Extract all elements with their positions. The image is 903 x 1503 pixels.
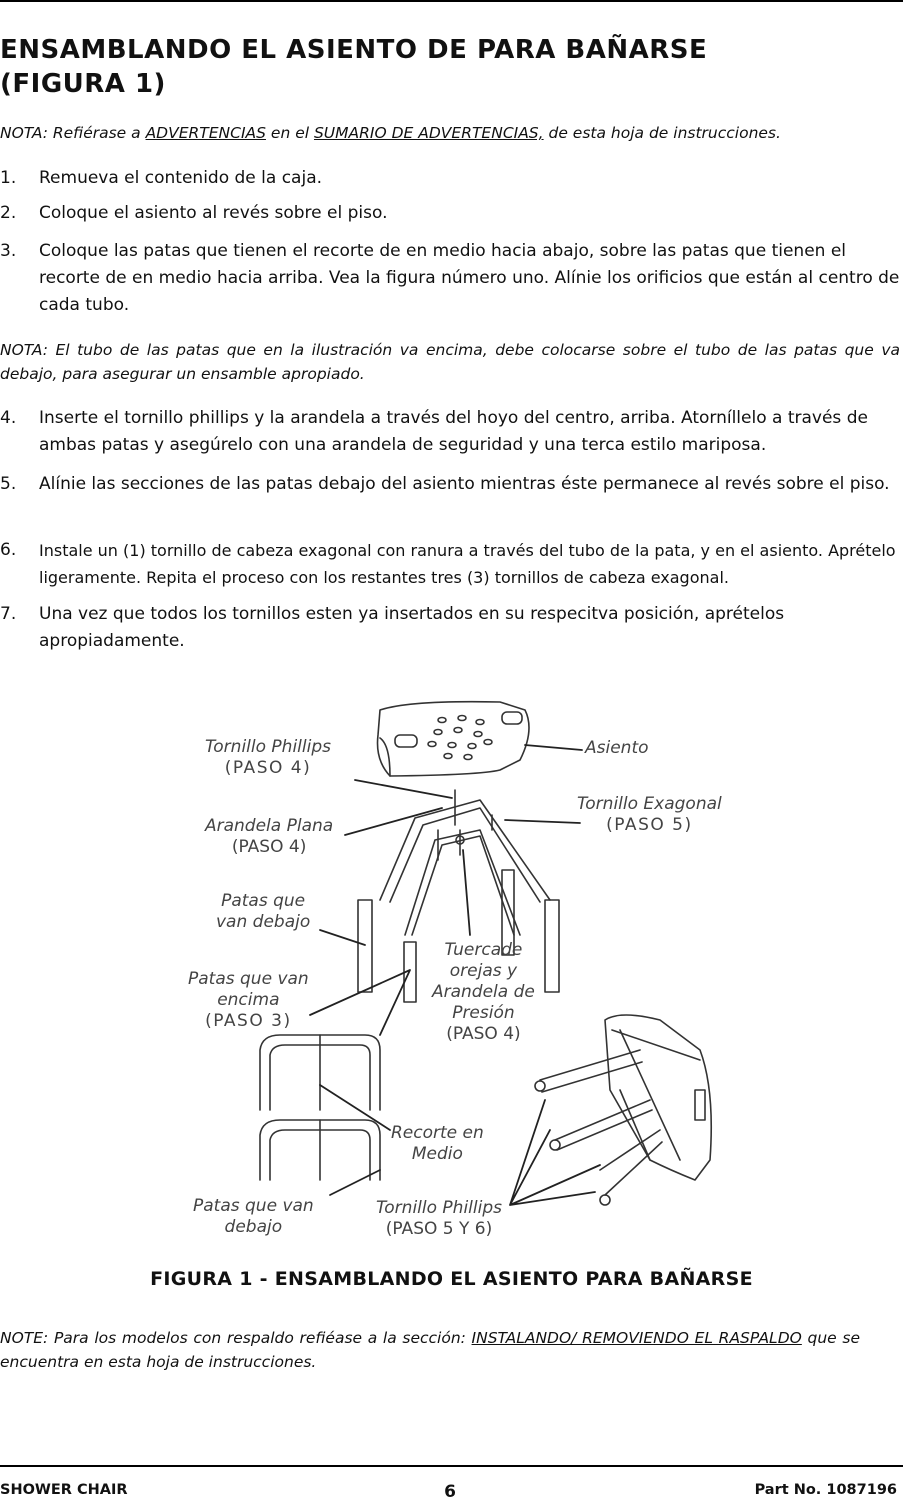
label-step: (PASO 4) bbox=[446, 1024, 521, 1044]
label-text: Arandela Plana bbox=[205, 816, 334, 836]
step-2 bbox=[0, 200, 900, 227]
label-text: Tornillo Phillips bbox=[376, 1198, 502, 1218]
label-text: orejas y bbox=[449, 961, 518, 981]
footer-rule bbox=[0, 1465, 903, 1467]
label-tuerca bbox=[432, 940, 535, 1045]
step-text: Una vez que todos los tornillos esten ya insertados en su respecitva posición, aprételos apropiadamente. bbox=[39, 604, 785, 651]
step-text: Coloque las patas que tienen el recorte de en medio hacia abajo, sobre las patas que tienen el recorte de en medio hacia arriba. Vea la figura número uno. Alínie los orificios que están al centro de cada tubo. bbox=[39, 241, 900, 315]
label-recorte bbox=[391, 1123, 484, 1165]
label-text: Medio bbox=[411, 1144, 463, 1164]
label-text: encima bbox=[217, 990, 280, 1010]
step-text: Instale un (1) tornillo de cabeza exagonal con ranura a través del tubo de la pata, y en el asiento. Aprételo ligeramente. Repita el proceso con los restantes tres (3) tornillos de cabeza exagonal. bbox=[39, 541, 896, 587]
label-text: Patas que van bbox=[188, 969, 309, 989]
step-1 bbox=[0, 165, 900, 192]
advertencias-link: ADVERTENCIAS bbox=[145, 124, 266, 142]
note-text: que se encuentra en esta hoja de instrucciones. bbox=[0, 1329, 860, 1371]
assembly-figure bbox=[180, 690, 740, 1260]
label-tornillo-exagonal bbox=[577, 794, 722, 836]
title-line-1: ENSAMBLANDO EL ASIENTO DE PARA BAÑARSE bbox=[0, 35, 708, 65]
step-number: 5. bbox=[0, 474, 17, 494]
step-text: Alínie las secciones de las patas debajo del asiento mientras éste permanece al revés sobre el piso. bbox=[39, 474, 890, 494]
instalando-link: INSTALANDO/ REMOVIENDO EL RASPALDO bbox=[471, 1329, 802, 1347]
label-text: Presión bbox=[452, 1003, 515, 1023]
label-tornillo-phillips-b bbox=[376, 1198, 502, 1240]
step-number: 3. bbox=[0, 241, 17, 261]
step-text: Remueva el contenido de la caja. bbox=[39, 168, 323, 188]
step-text: Coloque el asiento al revés sobre el piso. bbox=[39, 203, 388, 223]
label-text: Patas que van bbox=[193, 1196, 314, 1216]
step-6 bbox=[0, 537, 900, 591]
step-number: 7. bbox=[0, 604, 17, 624]
label-step: (PASO 5 Y 6) bbox=[385, 1219, 493, 1239]
label-text: Tuercade bbox=[444, 940, 523, 960]
label-patas-debajo bbox=[216, 891, 310, 933]
step-number: 2. bbox=[0, 203, 17, 223]
label-text: Tornillo Exagonal bbox=[577, 794, 722, 814]
step-number: 6. bbox=[0, 540, 17, 560]
note-warnings bbox=[0, 121, 900, 145]
label-patas-encima bbox=[188, 969, 309, 1032]
seat-drawing bbox=[378, 702, 530, 776]
label-step: (PASO 5) bbox=[606, 815, 693, 835]
label-text: van debajo bbox=[216, 912, 311, 932]
note-text: en el bbox=[265, 124, 314, 142]
label-step: (PASO 4) bbox=[224, 758, 312, 778]
note-tubes: NOTA: El tubo de las patas que en la ilustración va encima, debe colocarse sobre el tubo de las patas que va debajo, para asegurar un ensamble apropiado. bbox=[0, 341, 900, 383]
step-number: 4. bbox=[0, 408, 17, 428]
top-rule bbox=[0, 0, 903, 2]
note-backrest bbox=[0, 1326, 860, 1374]
step-5 bbox=[0, 471, 900, 498]
label-asiento bbox=[585, 738, 649, 759]
step-4 bbox=[0, 405, 900, 459]
step-number: 1. bbox=[0, 168, 17, 188]
label-text: debajo bbox=[224, 1217, 283, 1237]
label-text: Arandela de bbox=[432, 982, 535, 1002]
label-tornillo-phillips bbox=[205, 737, 331, 779]
label-patas-debajo-b bbox=[193, 1196, 314, 1238]
note-text: de esta hoja de instrucciones. bbox=[543, 124, 781, 142]
step-7 bbox=[0, 601, 900, 655]
label-text: Patas que bbox=[221, 891, 306, 911]
label-text: Asiento bbox=[585, 738, 649, 758]
assembled-chair-drawing bbox=[535, 1015, 711, 1205]
label-step: (PASO 3) bbox=[205, 1011, 292, 1031]
figure-caption: FIGURA 1 - ENSAMBLANDO EL ASIENTO PARA BAÑARSE bbox=[150, 1268, 753, 1290]
footer-product: SHOWER CHAIR bbox=[0, 1482, 128, 1498]
footer-part-number: Part No. 1087196 bbox=[754, 1482, 897, 1498]
title-line-2: (FIGURA 1) bbox=[0, 69, 166, 99]
note-text: NOTA: Refiérase a bbox=[0, 124, 146, 142]
label-text: Recorte en bbox=[391, 1123, 484, 1143]
label-text: Tornillo Phillips bbox=[205, 737, 331, 757]
label-arandela-plana bbox=[205, 816, 333, 858]
separate-legs-drawing bbox=[260, 1035, 380, 1180]
label-step: (PASO 4) bbox=[231, 837, 307, 857]
page-number: 6 bbox=[444, 1482, 456, 1502]
step-3 bbox=[0, 238, 900, 319]
sumario-link: SUMARIO DE ADVERTENCIAS, bbox=[313, 124, 544, 142]
step-text: Inserte el tornillo phillips y la arandela a través del hoyo del centro, arriba. Atorníllelo a través de ambas patas y asegúrelo con una arandela de seguridad y una terca estilo mariposa. bbox=[39, 408, 868, 455]
note-text: NOTE: Para los modelos con respaldo refiéase a la sección: bbox=[0, 1329, 472, 1347]
page-title bbox=[0, 33, 890, 101]
